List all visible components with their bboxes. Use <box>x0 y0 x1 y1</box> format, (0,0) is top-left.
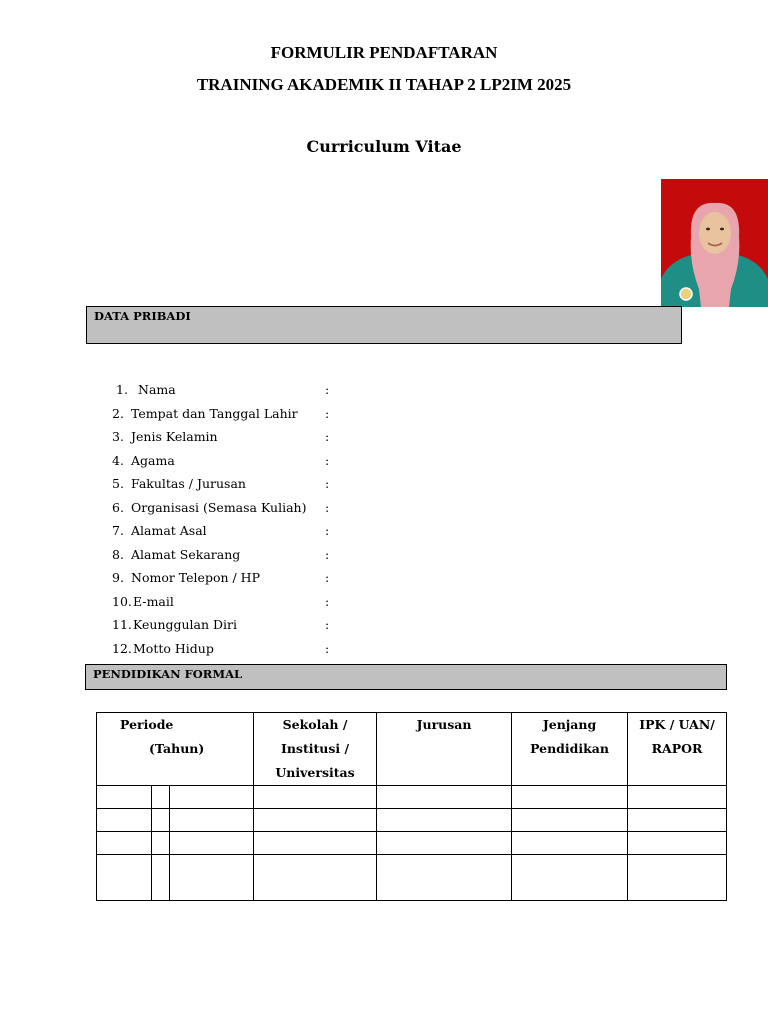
field-number: 6. <box>112 499 124 515</box>
field-label: Keunggulan Diri <box>133 617 238 632</box>
table-row <box>97 832 727 855</box>
header-periode-line2: (Tahun) <box>149 741 205 756</box>
table-cell[interactable] <box>254 855 377 901</box>
table-cell[interactable] <box>512 786 628 809</box>
cv-title: Curriculum Vitae <box>306 137 462 156</box>
table-cell[interactable] <box>254 809 377 832</box>
field-colon: : <box>325 476 330 491</box>
header-periode-line1: Periode <box>120 717 174 732</box>
table-cell[interactable] <box>254 832 377 855</box>
header-ipk <box>628 713 727 786</box>
profile-photo <box>661 179 768 307</box>
table-cell[interactable] <box>170 786 254 809</box>
table-cell[interactable] <box>170 809 254 832</box>
field-row <box>0 476 768 496</box>
table-cell[interactable] <box>512 832 628 855</box>
field-colon: : <box>325 523 330 538</box>
education-table <box>96 712 727 901</box>
table-cell[interactable] <box>97 855 152 901</box>
header-ipk-line2: RAPOR <box>651 741 703 756</box>
field-label: Alamat Asal <box>131 523 207 538</box>
header-sekolah-line2: Institusi / <box>281 741 350 756</box>
table-row <box>97 855 727 901</box>
table-cell[interactable] <box>97 809 152 832</box>
table-cell[interactable] <box>152 809 170 832</box>
field-number: 7. <box>112 523 124 538</box>
table-cell[interactable] <box>170 855 254 901</box>
field-label: Nomor Telepon / HP <box>131 570 260 585</box>
header-jenjang-line2: Pendidikan <box>530 741 609 756</box>
field-row <box>0 641 768 661</box>
field-colon: : <box>325 499 330 515</box>
field-row <box>0 523 768 543</box>
table-cell[interactable] <box>512 855 628 901</box>
field-row <box>0 406 768 426</box>
field-colon: : <box>325 452 330 468</box>
field-label: Tempat dan Tanggal Lahir <box>131 405 298 421</box>
table-cell[interactable] <box>152 855 170 901</box>
field-row <box>0 500 768 520</box>
table-cell[interactable] <box>628 786 727 809</box>
section-data-pribadi: DATA PRIBADI <box>86 306 682 344</box>
table-cell[interactable] <box>97 832 152 855</box>
header-periode <box>97 713 254 786</box>
field-row <box>0 547 768 567</box>
field-row <box>0 594 768 614</box>
field-number: 10. <box>112 593 132 609</box>
table-header-row <box>97 713 727 786</box>
field-row <box>0 453 768 473</box>
table-cell[interactable] <box>377 855 512 901</box>
section-pendidikan-formal: PENDIDIKAN FORMAL <box>85 664 727 690</box>
field-number: 9. <box>112 570 124 585</box>
field-label: Motto Hidup <box>133 640 214 656</box>
table-row <box>97 809 727 832</box>
field-number: 11. <box>112 617 132 632</box>
field-number: 5. <box>112 476 124 491</box>
table-cell[interactable] <box>170 832 254 855</box>
header-sekolah <box>254 713 377 786</box>
header-jurusan <box>377 713 512 786</box>
form-subtitle: TRAINING AKADEMIK II TAHAP 2 LP2IM 2025 <box>196 75 572 94</box>
header-sekolah-line1: Sekolah / <box>282 717 348 732</box>
field-number: 3. <box>112 429 124 444</box>
field-colon: : <box>325 593 330 609</box>
person-photo-icon <box>661 179 768 307</box>
field-colon: : <box>325 546 330 562</box>
table-cell[interactable] <box>628 855 727 901</box>
field-row <box>0 382 768 402</box>
field-colon: : <box>325 382 330 397</box>
table-cell[interactable] <box>628 809 727 832</box>
field-label: Alamat Sekarang <box>131 546 241 562</box>
table-cell[interactable] <box>152 832 170 855</box>
field-number: 4. <box>112 452 124 468</box>
field-number: 2. <box>112 405 124 421</box>
header-ipk-line1: IPK / UAN/ <box>639 717 715 732</box>
field-number: 8. <box>112 546 124 562</box>
field-label: Fakultas / Jurusan <box>131 476 246 491</box>
table-cell[interactable] <box>377 786 512 809</box>
header-jenjang <box>512 713 628 786</box>
table-cell[interactable] <box>97 786 152 809</box>
table-cell[interactable] <box>254 786 377 809</box>
table-cell[interactable] <box>377 832 512 855</box>
field-label: E-mail <box>133 593 174 609</box>
field-number: 12. <box>112 640 132 656</box>
header-jurusan-label: Jurusan <box>416 717 472 732</box>
form-title: FORMULIR PENDAFTARAN <box>270 43 498 62</box>
field-label: Jenis Kelamin <box>131 429 218 444</box>
field-label: Agama <box>131 452 175 468</box>
field-colon: : <box>325 617 330 632</box>
field-row <box>0 429 768 449</box>
header-jenjang-line1: Jenjang <box>542 717 597 732</box>
field-label: Organisasi (Semasa Kuliah) <box>131 499 307 515</box>
table-cell[interactable] <box>628 832 727 855</box>
table-cell[interactable] <box>512 809 628 832</box>
table-row <box>97 786 727 809</box>
field-colon: : <box>325 640 330 656</box>
table-cell[interactable] <box>377 809 512 832</box>
table-cell[interactable] <box>152 786 170 809</box>
field-colon: : <box>325 405 330 421</box>
header-sekolah-line3: Universitas <box>275 765 355 780</box>
field-row <box>0 570 768 590</box>
field-row <box>0 617 768 637</box>
field-colon: : <box>325 429 330 444</box>
field-colon: : <box>325 570 330 585</box>
field-label: Nama <box>138 382 176 397</box>
field-number: 1. <box>116 382 128 397</box>
